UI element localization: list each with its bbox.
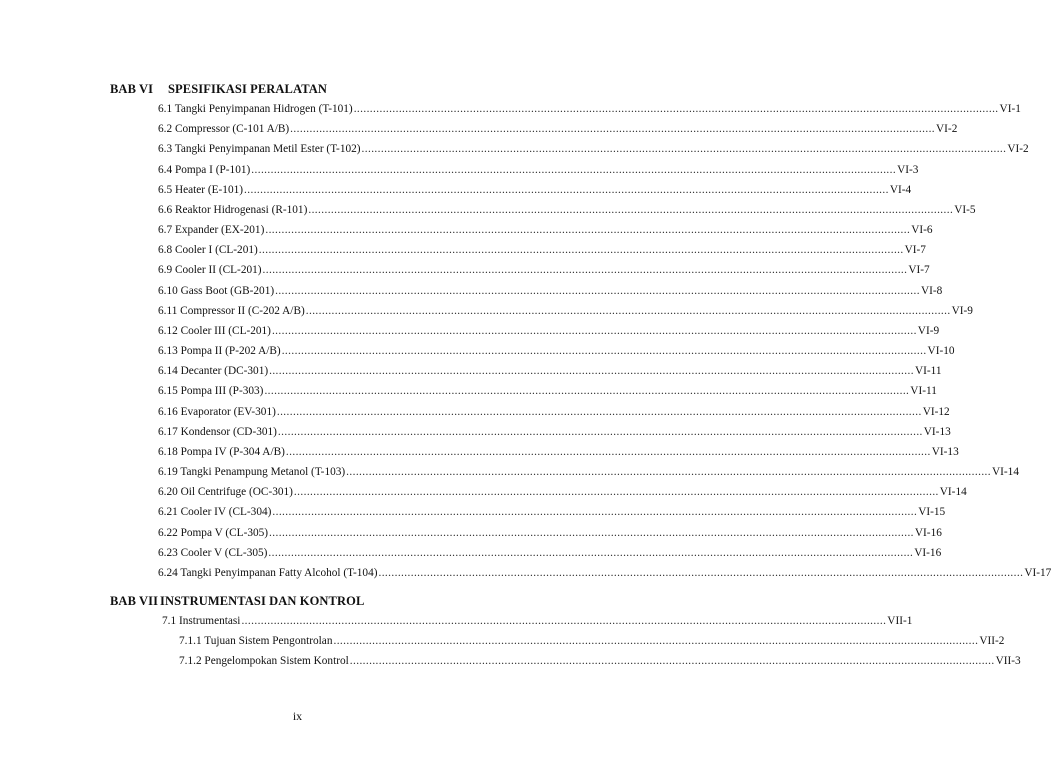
- toc-entry-label: 6.6 Reaktor Hidrogenasi (R-101): [158, 203, 308, 216]
- toc-entry: [158, 465, 1019, 479]
- toc-entry-label: 7.1.1 Tujuan Sistem Pengontrolan: [179, 635, 333, 647]
- heading-bab-vi: [110, 82, 327, 97]
- toc-entry-label: 6.15 Pompa III (P-303): [158, 385, 264, 398]
- toc-entry: [158, 142, 1029, 156]
- toc-entry: [158, 546, 942, 560]
- heading-bab-vi-number: BAB VI: [110, 82, 154, 96]
- toc-dot-leader: ........................................................................................................................................................................................................: [285, 445, 931, 458]
- toc-entry: [158, 364, 942, 378]
- toc-entry: [158, 122, 958, 136]
- toc-entry-label: 6.21 Cooler IV (CL-304): [158, 506, 272, 519]
- toc-entry-page: VI-16: [914, 526, 942, 539]
- toc-entry-page: VI-11: [910, 385, 937, 398]
- toc-entry-page: VI-11: [914, 365, 942, 378]
- toc-dot-leader: ........................................................................................................................................................................................................: [258, 244, 904, 257]
- toc-entry-label: 6.11 Compressor II (C-202 A/B): [158, 304, 305, 317]
- toc-dot-leader: ........................................................................................................................................................................................................: [251, 163, 897, 176]
- toc-entry: [158, 223, 933, 237]
- toc-entry-label: 7.1.2 Pengelompokan Sistem Kontrol: [179, 655, 349, 667]
- toc-dot-leader: ........................................................................................................................................................................................................: [308, 203, 954, 216]
- toc-entry-label: 6.22 Pompa V (CL-305): [158, 526, 269, 539]
- toc-entry-label: 7.1 Instrumentasi: [162, 615, 241, 627]
- toc-entry-page: VI-7: [904, 244, 926, 257]
- toc-entry-page: VI-8: [920, 284, 943, 297]
- toc-entry: [158, 505, 946, 519]
- toc-entry: [158, 324, 940, 338]
- toc-entry-page: VI-9: [917, 324, 940, 337]
- toc-dot-leader: ........................................................................................................................................................................................................: [275, 284, 920, 297]
- toc-dot-leader: ........................................................................................................................................................................................................: [290, 123, 936, 136]
- toc-dot-leader: ........................................................................................................................................................................................................: [265, 224, 911, 237]
- toc-entry-page: VI-16: [914, 546, 942, 559]
- toc-entry: [158, 163, 919, 177]
- toc-dot-leader: ........................................................................................................................................................................................................: [361, 143, 1007, 156]
- toc-entry-page: VI-14: [992, 466, 1019, 479]
- toc-dot-leader: ........................................................................................................................................................................................................: [333, 635, 979, 647]
- toc-entry: [158, 102, 1021, 116]
- toc-entry-label: 6.13 Pompa II (P-202 A/B): [158, 345, 281, 358]
- toc-entry-page: VI-6: [911, 224, 933, 237]
- heading-bab-vii: [110, 594, 364, 609]
- toc-entry: [158, 344, 955, 358]
- toc-entry: [162, 614, 913, 628]
- toc-entry-page: VI-1: [999, 103, 1021, 115]
- toc-entry: [158, 304, 973, 318]
- toc-entry: [179, 654, 1021, 668]
- toc-entry-page: VII-1: [887, 615, 913, 627]
- toc-entry: [158, 263, 930, 277]
- toc-entry-label: 6.2 Compressor (C-101 A/B): [158, 123, 290, 136]
- toc-entry-label: 6.7 Expander (EX-201): [158, 224, 265, 237]
- heading-bab-vii-title: INSTRUMENTASI DAN KONTROL: [160, 594, 365, 608]
- toc-dot-leader: ........................................................................................................................................................................................................: [269, 365, 914, 378]
- toc-dot-leader: ........................................................................................................................................................................................................: [293, 486, 939, 499]
- heading-bab-vi-title: SPESIFIKASI PERALATAN: [168, 82, 327, 96]
- toc-entry-label: 6.17 Kondensor (CD-301): [158, 425, 277, 438]
- toc-entry-label: 6.4 Pompa I (P-101): [158, 163, 251, 176]
- toc-entry-label: 6.9 Cooler II (CL-201): [158, 264, 262, 277]
- toc-entry: [158, 243, 926, 257]
- toc-dot-leader: ........................................................................................................................................................................................................: [264, 385, 910, 398]
- toc-dot-leader: ........................................................................................................................................................................................................: [272, 506, 918, 519]
- toc-entry-page: VI-13: [931, 445, 959, 458]
- toc-entry-page: VI-9: [951, 304, 973, 317]
- toc-entry: [158, 405, 950, 419]
- toc-entry-page: VI-15: [918, 506, 946, 519]
- toc-entry-page: VI-12: [922, 405, 950, 418]
- toc-entry: [158, 526, 942, 540]
- toc-dot-leader: ........................................................................................................................................................................................................: [281, 345, 927, 358]
- toc-entry-page: VI-17: [1024, 566, 1051, 579]
- toc-entry-page: VI-3: [897, 163, 919, 176]
- toc-entry: [158, 183, 912, 197]
- toc-entry: [158, 203, 976, 217]
- toc-entry: [158, 284, 943, 298]
- toc-entry-page: VI-7: [908, 264, 930, 277]
- toc-entry: [158, 566, 1051, 580]
- toc-dot-leader: ........................................................................................................................................................................................................: [244, 183, 889, 196]
- toc-entry: [158, 445, 959, 459]
- toc-entry: [158, 485, 967, 499]
- toc-entry-label: 6.24 Tangki Penyimpanan Fatty Alcohol (T-104): [158, 566, 378, 579]
- toc-dot-leader: ........................................................................................................................................................................................................: [349, 655, 995, 667]
- toc-entry-label: 6.16 Evaporator (EV-301): [158, 405, 276, 418]
- toc-entry: [179, 634, 1005, 648]
- toc-entry-label: 6.20 Oil Centrifuge (OC-301): [158, 486, 293, 499]
- toc-dot-leader: ........................................................................................................................................................................................................: [305, 304, 951, 317]
- toc-entry-label: 6.19 Tangki Penampung Metanol (T-103): [158, 466, 346, 479]
- toc-entry: [158, 425, 951, 439]
- toc-entry-label: 6.23 Cooler V (CL-305): [158, 546, 268, 559]
- toc-dot-leader: ........................................................................................................................................................................................................: [277, 425, 923, 438]
- heading-bab-vii-number: BAB VII: [110, 594, 159, 608]
- toc-entry: [158, 384, 937, 398]
- toc-entry-page: VI-13: [923, 425, 951, 438]
- toc-entry-label: 6.8 Cooler I (CL-201): [158, 244, 258, 257]
- toc-entry-label: 6.12 Cooler III (CL-201): [158, 324, 271, 337]
- toc-entry-label: 6.18 Pompa IV (P-304 A/B): [158, 445, 285, 458]
- toc-entry-label: 6.14 Decanter (DC-301): [158, 365, 269, 378]
- toc-dot-leader: ........................................................................................................................................................................................................: [262, 264, 908, 277]
- toc-entry-page: VI-14: [939, 486, 967, 499]
- toc-entry-page: VI-4: [889, 183, 912, 196]
- toc-entry-page: VI-2: [1007, 143, 1029, 156]
- toc-dot-leader: ........................................................................................................................................................................................................: [241, 615, 887, 627]
- toc-dot-leader: ........................................................................................................................................................................................................: [268, 546, 914, 559]
- toc-entry-label: 6.1 Tangki Penyimpanan Hidrogen (T-101): [158, 103, 353, 115]
- toc-dot-leader: ........................................................................................................................................................................................................: [353, 103, 999, 115]
- page-number: ix: [292, 709, 303, 723]
- toc-entry-label: 6.10 Gass Boot (GB-201): [158, 284, 275, 297]
- toc-entry-page: VI-2: [936, 123, 958, 136]
- toc-dot-leader: ........................................................................................................................................................................................................: [346, 466, 991, 479]
- toc-entry-page: VI-5: [954, 203, 976, 216]
- toc-dot-leader: ........................................................................................................................................................................................................: [276, 405, 922, 418]
- toc-entry-page: VI-10: [927, 345, 955, 358]
- toc-dot-leader: ........................................................................................................................................................................................................: [269, 526, 914, 539]
- toc-entry-page: VII-3: [995, 655, 1021, 667]
- toc-dot-leader: ........................................................................................................................................................................................................: [271, 324, 917, 337]
- toc-entry-label: 6.5 Heater (E-101): [158, 183, 244, 196]
- toc-dot-leader: ........................................................................................................................................................................................................: [378, 566, 1024, 579]
- toc-entry-label: 6.3 Tangki Penyimpanan Metil Ester (T-102): [158, 143, 361, 156]
- toc-entry-page: VII-2: [979, 635, 1005, 647]
